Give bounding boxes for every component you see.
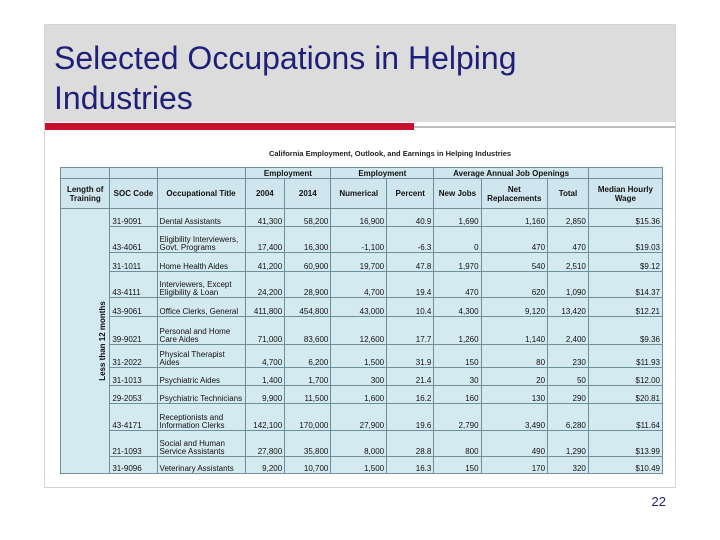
cell-percent: -6.3 [387, 227, 434, 253]
cell-numerical: 1,600 [331, 386, 387, 404]
table-row [61, 317, 663, 345]
cell-percent: 19.4 [387, 272, 434, 298]
cell-percent: 47.8 [387, 253, 434, 272]
header-length-of-training: Length of Training [61, 179, 110, 209]
cell-2014: 1,700 [285, 368, 331, 386]
cell-numerical: 12,600 [331, 317, 387, 345]
cell-2004: 17,400 [245, 227, 285, 253]
header-blank-2 [110, 168, 157, 179]
occupations-table [60, 167, 663, 474]
cell-numerical: 300 [331, 368, 387, 386]
header-2004: 2004 [245, 179, 285, 209]
header-employment-2: Employment [331, 168, 434, 179]
table-row [61, 298, 663, 317]
cell-soc-code: 31-1011 [110, 253, 157, 272]
training-group-cell [61, 209, 110, 474]
cell-soc-code: 31-2022 [110, 345, 157, 368]
cell-2014: 28,900 [285, 272, 331, 298]
cell-median-wage: $20.81 [588, 386, 662, 404]
cell-occupation: Veterinary Assistants [157, 457, 245, 474]
cell-net-replacements: 170 [481, 457, 548, 474]
cell-total: 290 [548, 386, 589, 404]
title-accent-red [45, 123, 414, 130]
table-row [61, 253, 663, 272]
header-openings: Average Annual Job Openings [434, 168, 589, 179]
header-occupational-title: Occupational Title [157, 179, 245, 209]
table-row [61, 386, 663, 404]
cell-soc-code: 31-9091 [110, 209, 157, 227]
header-total: Total [548, 179, 589, 209]
cell-occupation: Receptionists and Information Clerks [157, 404, 245, 431]
table-title: California Employment, Outlook, and Earnings in Helping Industries [268, 149, 512, 158]
cell-new-jobs: 150 [434, 457, 481, 474]
cell-2014: 11,500 [285, 386, 331, 404]
cell-2014: 60,900 [285, 253, 331, 272]
cell-numerical: 19,700 [331, 253, 387, 272]
table-row [61, 209, 663, 227]
cell-percent: 10.4 [387, 298, 434, 317]
cell-new-jobs: 1,690 [434, 209, 481, 227]
cell-percent: 28.8 [387, 431, 434, 457]
cell-median-wage: $11.93 [588, 345, 662, 368]
training-group-label: Less than 12 months [97, 301, 107, 381]
cell-numerical: 8,000 [331, 431, 387, 457]
cell-total: 1,090 [548, 272, 589, 298]
cell-soc-code: 31-1013 [110, 368, 157, 386]
cell-2004: 411,800 [245, 298, 285, 317]
cell-2004: 9,900 [245, 386, 285, 404]
cell-median-wage: $12.00 [588, 368, 662, 386]
cell-net-replacements: 490 [481, 431, 548, 457]
cell-occupation: Psychiatric Aides [157, 368, 245, 386]
cell-median-wage: $13.99 [588, 431, 662, 457]
cell-soc-code: 29-2053 [110, 386, 157, 404]
cell-occupation: Interviewers, Except Eligibility & Loan [157, 272, 245, 298]
cell-2004: 41,200 [245, 253, 285, 272]
cell-net-replacements: 540 [481, 253, 548, 272]
cell-soc-code: 21-1093 [110, 431, 157, 457]
cell-soc-code: 43-9061 [110, 298, 157, 317]
header-soc-code: SOC Code [110, 179, 157, 209]
cell-net-replacements: 1,160 [481, 209, 548, 227]
cell-median-wage: $19.03 [588, 227, 662, 253]
header-median-wage: Median Hourly Wage [588, 179, 662, 209]
cell-net-replacements: 130 [481, 386, 548, 404]
cell-median-wage: $12.21 [588, 298, 662, 317]
cell-2004: 1,400 [245, 368, 285, 386]
cell-2014: 170,000 [285, 404, 331, 431]
cell-total: 2,400 [548, 317, 589, 345]
title-accent-gray [414, 126, 675, 128]
cell-net-replacements: 620 [481, 272, 548, 298]
header-numerical: Numerical [331, 179, 387, 209]
cell-2014: 16,300 [285, 227, 331, 253]
cell-percent: 31.9 [387, 345, 434, 368]
cell-new-jobs: 2,790 [434, 404, 481, 431]
cell-numerical: 27,900 [331, 404, 387, 431]
header-new-jobs: New Jobs [434, 179, 481, 209]
cell-total: 1,290 [548, 431, 589, 457]
cell-net-replacements: 80 [481, 345, 548, 368]
cell-median-wage: $11.64 [588, 404, 662, 431]
cell-percent: 19.6 [387, 404, 434, 431]
cell-net-replacements: 9,120 [481, 298, 548, 317]
cell-net-replacements: 470 [481, 227, 548, 253]
cell-2004: 71,000 [245, 317, 285, 345]
cell-median-wage: $9.12 [588, 253, 662, 272]
cell-total: 2,850 [548, 209, 589, 227]
cell-occupation: Social and Human Service Assistants [157, 431, 245, 457]
page-number: 22 [651, 494, 666, 509]
cell-new-jobs: 0 [434, 227, 481, 253]
cell-2004: 41,300 [245, 209, 285, 227]
table-row [61, 457, 663, 474]
cell-2014: 83,600 [285, 317, 331, 345]
cell-percent: 40.9 [387, 209, 434, 227]
cell-total: 2,510 [548, 253, 589, 272]
cell-numerical: 4,700 [331, 272, 387, 298]
cell-numerical: 1,500 [331, 345, 387, 368]
table-row [61, 431, 663, 457]
cell-new-jobs: 4,300 [434, 298, 481, 317]
cell-percent: 16.2 [387, 386, 434, 404]
cell-total: 230 [548, 345, 589, 368]
table-row [61, 227, 663, 253]
slide-title: Selected Occupations in Helping Industries [54, 40, 517, 116]
cell-new-jobs: 1,970 [434, 253, 481, 272]
header-employment-1: Employment [245, 168, 331, 179]
header-percent: Percent [387, 179, 434, 209]
cell-new-jobs: 160 [434, 386, 481, 404]
cell-2004: 4,700 [245, 345, 285, 368]
table-row [61, 345, 663, 368]
cell-median-wage: $10.49 [588, 457, 662, 474]
cell-occupation: Office Clerks, General [157, 298, 245, 317]
cell-2004: 9,200 [245, 457, 285, 474]
header-blank-1 [61, 168, 110, 179]
cell-soc-code: 43-4061 [110, 227, 157, 253]
cell-occupation: Home Health Aides [157, 253, 245, 272]
cell-new-jobs: 1,260 [434, 317, 481, 345]
cell-soc-code: 31-9096 [110, 457, 157, 474]
cell-percent: 17.7 [387, 317, 434, 345]
cell-total: 6,280 [548, 404, 589, 431]
cell-median-wage: $15.36 [588, 209, 662, 227]
header-2014: 2014 [285, 179, 331, 209]
cell-net-replacements: 3,490 [481, 404, 548, 431]
cell-soc-code: 39-9021 [110, 317, 157, 345]
cell-total: 50 [548, 368, 589, 386]
cell-occupation: Dental Assistants [157, 209, 245, 227]
cell-net-replacements: 20 [481, 368, 548, 386]
cell-numerical: 43,000 [331, 298, 387, 317]
cell-percent: 16.3 [387, 457, 434, 474]
cell-2014: 58,200 [285, 209, 331, 227]
cell-net-replacements: 1,140 [481, 317, 548, 345]
cell-new-jobs: 470 [434, 272, 481, 298]
cell-new-jobs: 30 [434, 368, 481, 386]
cell-numerical: 1,500 [331, 457, 387, 474]
cell-occupation: Psychiatric Technicians [157, 386, 245, 404]
cell-occupation: Personal and Home Care Aides [157, 317, 245, 345]
table-row [61, 404, 663, 431]
cell-new-jobs: 150 [434, 345, 481, 368]
cell-new-jobs: 800 [434, 431, 481, 457]
cell-2004: 142,100 [245, 404, 285, 431]
cell-2014: 454,800 [285, 298, 331, 317]
cell-occupation: Physical Therapist Aides [157, 345, 245, 368]
cell-2014: 10,700 [285, 457, 331, 474]
header-blank-3 [157, 168, 245, 179]
cell-2004: 24,200 [245, 272, 285, 298]
header-net-replacements: Net Replacements [481, 179, 548, 209]
cell-2014: 35,800 [285, 431, 331, 457]
table-row [61, 272, 663, 298]
cell-soc-code: 43-4111 [110, 272, 157, 298]
cell-median-wage: $14.37 [588, 272, 662, 298]
cell-median-wage: $9.36 [588, 317, 662, 345]
cell-2014: 6,200 [285, 345, 331, 368]
cell-soc-code: 43-4171 [110, 404, 157, 431]
cell-total: 320 [548, 457, 589, 474]
cell-percent: 21.4 [387, 368, 434, 386]
cell-2004: 27,800 [245, 431, 285, 457]
cell-numerical: 16,900 [331, 209, 387, 227]
cell-numerical: -1,100 [331, 227, 387, 253]
cell-total: 13,420 [548, 298, 589, 317]
cell-occupation: Eligibility Interviewers, Govt. Programs [157, 227, 245, 253]
table-row [61, 368, 663, 386]
cell-total: 470 [548, 227, 589, 253]
header-blank-4 [588, 168, 662, 179]
